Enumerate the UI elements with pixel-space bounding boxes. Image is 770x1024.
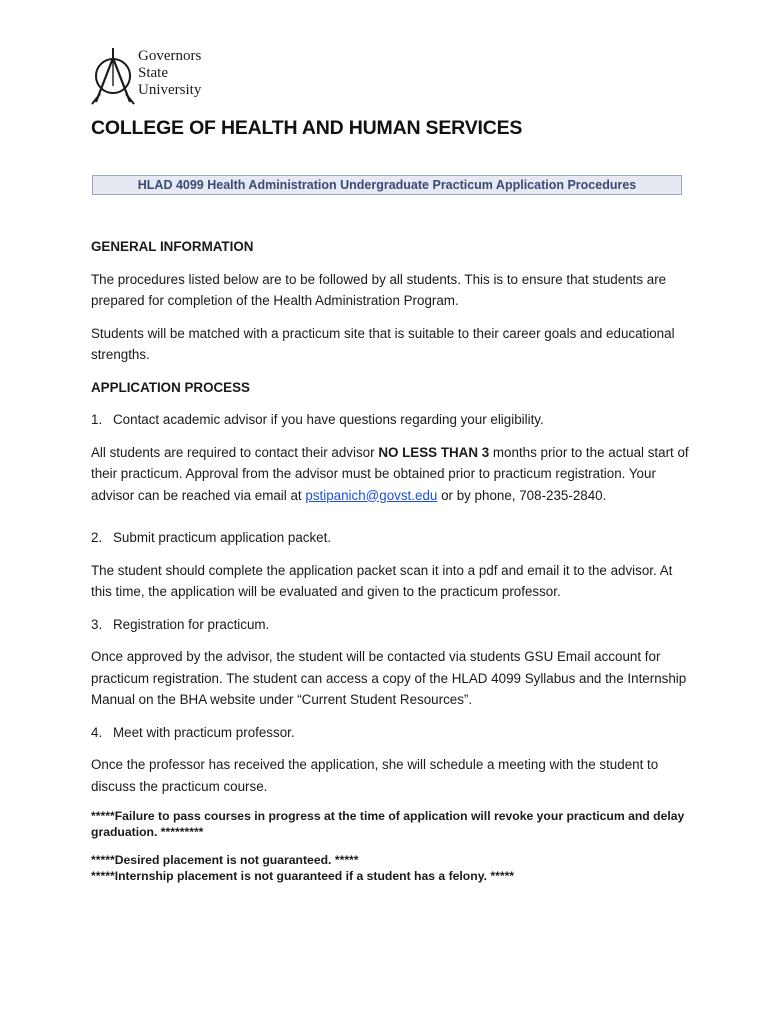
general-information-heading: GENERAL INFORMATION: [91, 239, 254, 254]
logo-wordmark: [138, 48, 201, 99]
application-process-heading: APPLICATION PROCESS: [91, 379, 250, 395]
step-1-body-text-c: or by phone, 708-235-2840.: [437, 487, 607, 503]
college-title: COLLEGE OF HEALTH AND HUMAN SERVICES: [91, 117, 523, 139]
advisor-email-link[interactable]: pstipanich@govst.edu: [305, 487, 438, 503]
step-1-number: 1.: [91, 412, 103, 427]
step-1: [91, 409, 691, 431]
step-1-body-text-a: All students are required to contact their advisor: [91, 444, 379, 460]
warning-placement: *****Desired placement is not guaranteed. *****: [91, 853, 359, 867]
gsu-emblem-icon: [90, 46, 136, 108]
step-2: [91, 527, 691, 549]
step-2-number: 2.: [91, 530, 103, 545]
step-4-number: 4.: [91, 724, 103, 740]
document-body: [91, 236, 691, 884]
step-1-body-bold: NO LESS THAN 3: [378, 444, 490, 460]
step-1-body-text-b: months prior to the actual start of their practicum. Approval from the advisor must be obtained prior to practicum registration. Your advisor can be reached via email at: [91, 444, 689, 503]
logo-line-1: Governors: [138, 48, 202, 64]
university-logo: [90, 46, 230, 108]
logo-line-3: University: [138, 82, 202, 98]
step-4-body: Once the professor has received the application, she will schedule a meeting with the student to discuss the practicum course.: [91, 757, 659, 794]
logo-line-2: State: [138, 65, 168, 81]
step-1-body: [91, 442, 691, 507]
step-3-number: 3.: [91, 616, 103, 632]
general-paragraph-2: Students will be matched with a practicum site that is suitable to their career goals and educational strengths.: [91, 325, 675, 362]
step-2-title: Submit practicum application packet.: [113, 530, 332, 545]
step-4: [91, 722, 691, 744]
step-1-title: Contact academic advisor if you have questions regarding your eligibility.: [113, 412, 544, 427]
warning-felony: *****Internship placement is not guaranteed if a student has a felony. *****: [91, 869, 515, 883]
step-3: [91, 614, 691, 636]
warning-failure: *****Failure to pass courses in progress at the time of application will revoke your practicum and delay graduation. *********: [91, 809, 685, 839]
step-3-body: Once approved by the advisor, the student will be contacted via students GSU Email account for practicum registration. The student can access a copy of the HLAD 4099 Syllabus and the Internship Manual on the BHA website under “Current Student Resources”.: [91, 649, 687, 707]
step-2-body: The student should complete the application packet scan it into a pdf and email it to the advisor. At this time, the application will be evaluated and given to the practicum professor.: [91, 562, 673, 599]
general-paragraph-1: The procedures listed below are to be followed by all students. This is to ensure that students are prepared for completion of the Health Administration Program.: [91, 271, 667, 308]
course-banner: HLAD 4099 Health Administration Undergraduate Practicum Application Procedures: [92, 175, 682, 195]
step-4-title: Meet with practicum professor.: [113, 724, 295, 740]
step-3-title: Registration for practicum.: [113, 616, 270, 632]
